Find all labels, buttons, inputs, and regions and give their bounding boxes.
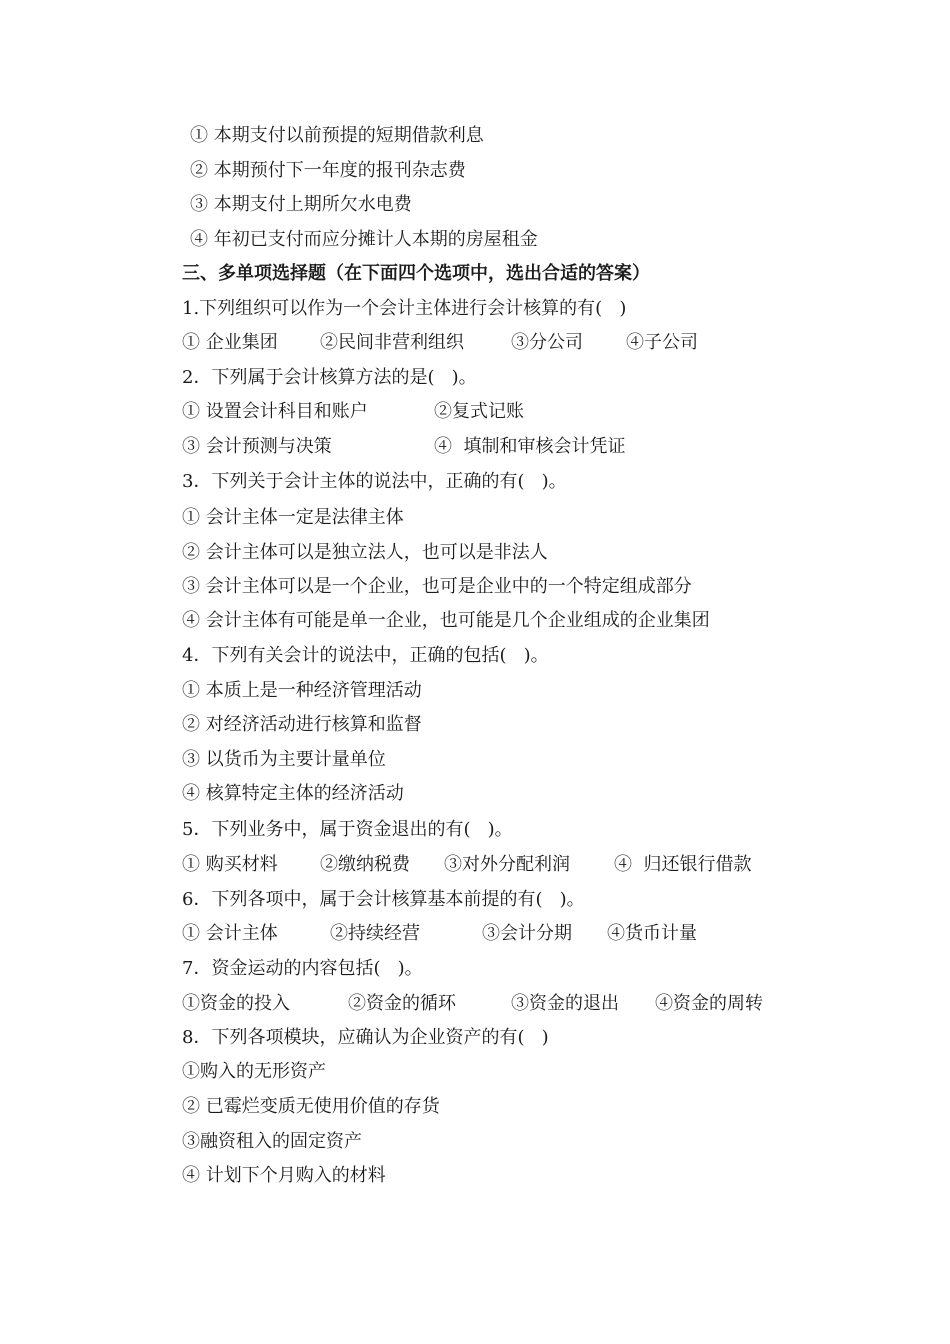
question-4-option-3: ③ 以货币为主要计量单位	[182, 749, 386, 770]
question-1-option-4: ④子公司	[626, 332, 698, 353]
question-5-option-3: ③对外分配利润	[444, 854, 570, 875]
question-1-option-1: ① 企业集团	[182, 332, 278, 353]
question-8-option-4: ④ 计划下个月购入的材料	[182, 1165, 386, 1186]
question-4-stem: 4．下列有关会计的说法中，正确的包括( )。	[182, 645, 549, 666]
question-2-option-3: ③ 会计预测与决策	[182, 436, 332, 457]
question-5-stem: 5．下列业务中，属于资金退出的有( )。	[182, 819, 513, 840]
question-6-stem: 6．下列各项中，属于会计核算基本前提的有( )。	[182, 889, 585, 910]
question-3-stem: 3．下列关于会计主体的说法中，正确的有( )。	[182, 471, 567, 492]
question-7-option-4: ④资金的周转	[655, 993, 763, 1014]
question-4-option-2: ② 对经济活动进行核算和监督	[182, 714, 422, 735]
question-2-stem: 2．下列属于会计核算方法的是( )。	[182, 367, 477, 388]
question-7-option-2: ②资金的循环	[348, 993, 456, 1014]
question-4-option-1: ① 本质上是一种经济管理活动	[182, 680, 422, 701]
question-1-option-3: ③分公司	[511, 332, 583, 353]
question-8-stem: 8．下列各项模块，应确认为企业资产的有( )	[182, 1027, 549, 1048]
question-2-option-1: ① 设置会计科目和账户	[182, 401, 368, 422]
question-5-option-2: ②缴纳税费	[320, 854, 410, 875]
question-2-option-2: ②复式记账	[434, 401, 524, 422]
question-8-option-2: ② 已霉烂变质无使用价值的存货	[182, 1096, 440, 1117]
question-3-option-2: ② 会计主体可以是独立法人，也可以是非法人	[182, 542, 548, 563]
question-6-option-1: ① 会计主体	[182, 923, 278, 944]
question-5-option-4: ④ 归还银行借款	[614, 854, 752, 875]
question-8-option-3: ③融资租入的固定资产	[182, 1131, 362, 1152]
prev-option-4: ④ 年初已支付而应分摊计人本期的房屋租金	[190, 229, 538, 250]
question-7-stem: 7．资金运动的内容包括( )。	[182, 958, 423, 979]
question-3-option-3: ③ 会计主体可以是一个企业，也可是企业中的一个特定组成部分	[182, 576, 692, 597]
question-4-option-4: ④ 核算特定主体的经济活动	[182, 783, 404, 804]
question-2-option-4: ④ 填制和审核会计凭证	[434, 436, 626, 457]
question-6-option-4: ④货币计量	[607, 923, 697, 944]
question-7-option-3: ③资金的退出	[511, 993, 619, 1014]
question-8-option-1: ①购入的无形资产	[182, 1061, 326, 1082]
question-1-stem: 1.下列组织可以作为一个会计主体进行会计核算的有( )	[182, 298, 627, 319]
question-5-option-1: ① 购买材料	[182, 854, 278, 875]
question-6-option-3: ③会计分期	[482, 923, 572, 944]
question-7-option-1: ①资金的投入	[182, 993, 290, 1014]
question-6-option-2: ②持续经营	[330, 923, 420, 944]
question-1-option-2: ②民间非营利组织	[320, 332, 464, 353]
section-heading: 三、多单项选择题（在下面四个选项中，选出合适的答案）	[182, 263, 650, 284]
prev-option-2: ② 本期预付下一年度的报刊杂志费	[190, 160, 466, 181]
question-3-option-4: ④ 会计主体有可能是单一企业，也可能是几个企业组成的企业集团	[182, 610, 710, 631]
prev-option-1: ① 本期支付以前预提的短期借款利息	[190, 125, 484, 146]
prev-option-3: ③ 本期支付上期所欠水电费	[190, 194, 412, 215]
question-3-option-1: ① 会计主体一定是法律主体	[182, 507, 404, 528]
